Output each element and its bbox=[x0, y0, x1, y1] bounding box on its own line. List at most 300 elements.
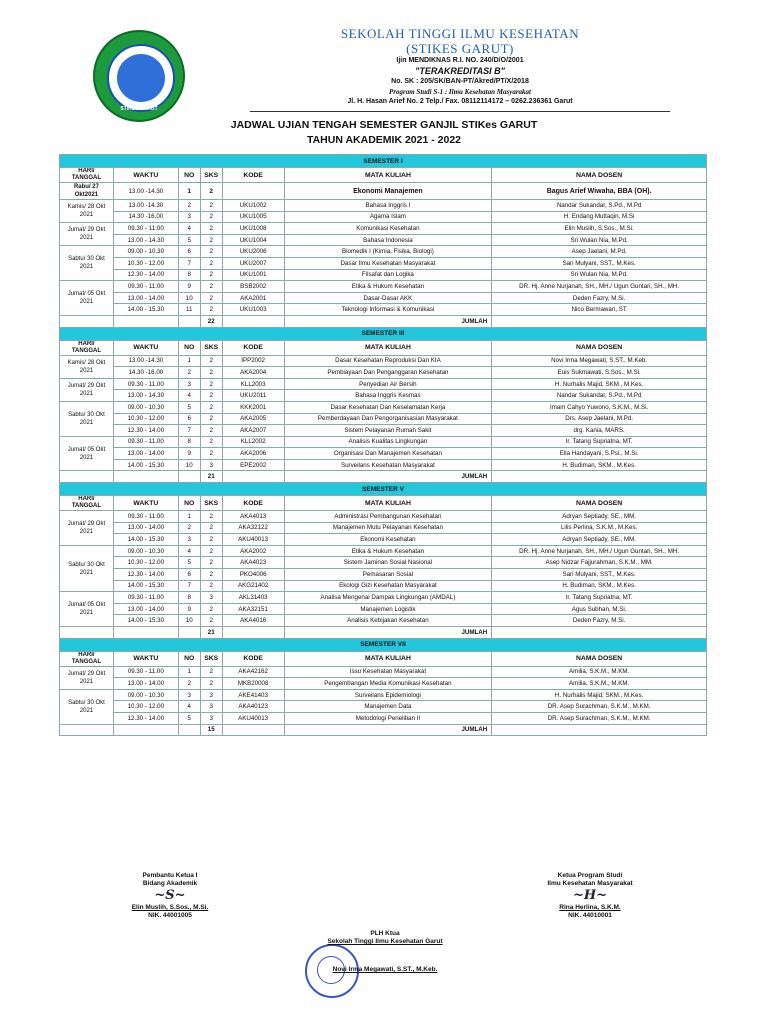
total-blank bbox=[60, 627, 114, 639]
total-sks: 15 bbox=[200, 724, 222, 736]
total-row bbox=[60, 471, 707, 483]
column-header: NO bbox=[178, 651, 200, 666]
course-cell: Sistem Pelayanan Rumah Sakit bbox=[284, 425, 492, 437]
total-sks: 21 bbox=[200, 627, 222, 639]
total-blank bbox=[222, 315, 284, 327]
column-header: HARI/ TANGGAL bbox=[60, 651, 114, 666]
no-cell: 1 bbox=[178, 183, 200, 200]
sks-cell: 3 bbox=[200, 701, 222, 713]
total-blank bbox=[113, 471, 178, 483]
no-cell: 3 bbox=[178, 689, 200, 701]
sks-cell: 2 bbox=[200, 304, 222, 316]
code-cell: EPE2002 bbox=[222, 459, 284, 471]
course-cell: Ekologi Gizi Kesehatan Masyarakat bbox=[284, 580, 492, 592]
no-cell: 10 bbox=[178, 292, 200, 304]
course-cell: Metodologi Penelitian II bbox=[284, 712, 492, 724]
code-cell: KKK2001 bbox=[222, 401, 284, 413]
day-cell: Jumat/ 29 Okt 2021 bbox=[60, 223, 114, 246]
day-cell: Jumat/ 05 Okt 2021 bbox=[60, 436, 114, 471]
course-cell: Biomedik I (Kimia, Fisika, Biologi) bbox=[284, 246, 492, 258]
day-cell: Jumat/ 05 Okt 2021 bbox=[60, 281, 114, 316]
course-cell: Analisa Mengenai Dampak Lingkungan (AMDAL) bbox=[284, 592, 492, 604]
sks-cell: 3 bbox=[200, 689, 222, 701]
table-row bbox=[60, 689, 707, 701]
lecturer-cell: H. Nurhalis Majid, SKM., M.Kes. bbox=[492, 378, 707, 390]
semester-title: SEMESTER III bbox=[60, 327, 707, 340]
table-row bbox=[60, 545, 707, 557]
column-header: WAKTU bbox=[113, 340, 178, 355]
semester-title: SEMESTER VII bbox=[60, 638, 707, 651]
logo-ring bbox=[107, 44, 175, 112]
sks-cell: 2 bbox=[200, 603, 222, 615]
course-cell: Ekonomi Kesehatan bbox=[284, 534, 492, 546]
school-logo bbox=[93, 30, 185, 122]
time-cell: 14.00 - 15.30 bbox=[113, 615, 178, 627]
table-row bbox=[60, 223, 707, 235]
course-cell: Issu Kesehatan Masyarakat bbox=[284, 666, 492, 678]
semester-header bbox=[60, 155, 707, 168]
total-blank bbox=[492, 627, 707, 639]
total-blank bbox=[222, 471, 284, 483]
no-cell: 2 bbox=[178, 200, 200, 212]
code-cell: AKA2004 bbox=[222, 367, 284, 379]
lecturer-cell: H. Budiman, SKM., M.Kes. bbox=[492, 580, 707, 592]
code-cell: UKU1008 bbox=[222, 223, 284, 235]
no-cell: 10 bbox=[178, 615, 200, 627]
no-cell: 1 bbox=[178, 355, 200, 367]
total-blank bbox=[178, 315, 200, 327]
course-cell: Sistem Jaminan Sosial Nasional bbox=[284, 557, 492, 569]
table-row bbox=[60, 678, 707, 690]
time-cell: 09.30 - 11.00 bbox=[113, 511, 178, 523]
left-signature-mark: ~S~ bbox=[154, 888, 186, 903]
sks-cell: 2 bbox=[200, 281, 222, 293]
code-cell: UKU2011 bbox=[222, 390, 284, 402]
sks-cell: 3 bbox=[200, 712, 222, 724]
sks-cell: 2 bbox=[200, 413, 222, 425]
column-header: MATA KULIAH bbox=[284, 340, 492, 355]
no-cell: 7 bbox=[178, 425, 200, 437]
signature-left bbox=[110, 872, 230, 920]
time-cell: 09.30 - 11.00 bbox=[113, 378, 178, 390]
course-cell: Analisis Kebijakan Kesehatan bbox=[284, 615, 492, 627]
code-cell: UKU1002 bbox=[222, 200, 284, 212]
sks-cell: 3 bbox=[200, 592, 222, 604]
code-cell: AKL31403 bbox=[222, 592, 284, 604]
lecturer-cell: H. Budiman, SKM., M.Kes. bbox=[492, 459, 707, 471]
total-row bbox=[60, 627, 707, 639]
lecturer-cell: H. Nurhalis Majid, SKM., M.Kes. bbox=[492, 689, 707, 701]
lecturer-cell: Ir. Tatang Supriatna, MT. bbox=[492, 436, 707, 448]
code-cell: IPP2002 bbox=[222, 355, 284, 367]
course-cell: Organisasi Dan Manajemen Kesehatan bbox=[284, 448, 492, 460]
time-cell: 13.00 -14.30 bbox=[113, 183, 178, 200]
center-signature-mark bbox=[290, 946, 480, 966]
column-header: NAMA DOSEN bbox=[492, 340, 707, 355]
no-cell: 2 bbox=[178, 367, 200, 379]
lecturer-cell: Sari Mulyani, SST., M.Kes. bbox=[492, 569, 707, 581]
code-cell bbox=[222, 183, 284, 200]
table-row bbox=[60, 569, 707, 581]
lecturer-cell: Imam Cahyo Yuwono, S.K.M., M.Si. bbox=[492, 401, 707, 413]
semester-header bbox=[60, 483, 707, 496]
table-row bbox=[60, 522, 707, 534]
total-blank bbox=[113, 724, 178, 736]
table-row bbox=[60, 603, 707, 615]
time-cell: 13.00 - 14.00 bbox=[113, 678, 178, 690]
table-row bbox=[60, 246, 707, 258]
table-row bbox=[60, 401, 707, 413]
no-cell: 8 bbox=[178, 592, 200, 604]
total-blank bbox=[113, 627, 178, 639]
code-cell: AKE41403 bbox=[222, 689, 284, 701]
time-cell: 09.30 - 11.00 bbox=[113, 592, 178, 604]
no-cell: 7 bbox=[178, 580, 200, 592]
code-cell: AKA42162 bbox=[222, 666, 284, 678]
lecturer-cell: Asep Jaelani, M.Pd. bbox=[492, 246, 707, 258]
sks-cell: 2 bbox=[200, 678, 222, 690]
no-cell: 3 bbox=[178, 378, 200, 390]
table-row bbox=[60, 292, 707, 304]
sks-cell: 2 bbox=[200, 425, 222, 437]
sks-cell: 2 bbox=[200, 448, 222, 460]
center-role2: Sekolah Tinggi Ilmu Kesehatan Garut bbox=[327, 938, 443, 945]
time-cell: 14.00 - 15.30 bbox=[113, 534, 178, 546]
time-cell: 09.30 - 11.00 bbox=[113, 666, 178, 678]
column-header: KODE bbox=[222, 340, 284, 355]
column-header: HARI/ TANGGAL bbox=[60, 168, 114, 183]
column-header: WAKTU bbox=[113, 168, 178, 183]
total-blank bbox=[492, 315, 707, 327]
table-row bbox=[60, 355, 707, 367]
lecturer-cell: DR. Asep Surachman, S.K.M., M.KM. bbox=[492, 712, 707, 724]
table-row bbox=[60, 183, 707, 200]
code-cell: AKA32122 bbox=[222, 522, 284, 534]
time-cell: 13.00 - 14.00 bbox=[113, 522, 178, 534]
time-cell: 13.00 -14.30 bbox=[113, 200, 178, 212]
column-header: SKS bbox=[200, 340, 222, 355]
right-name: Rina Herlina, S.K.M. bbox=[559, 904, 621, 911]
lecturer-cell: Asep Nidzar Fajjurahman, S.K.M., MM. bbox=[492, 557, 707, 569]
code-cell: AKA32151 bbox=[222, 603, 284, 615]
center-name: Novi Irma Megawati, S.ST., M.Keb. bbox=[332, 966, 438, 973]
course-cell: Filsafat dan Logika bbox=[284, 269, 492, 281]
day-cell: Jumat/ 29 Okt 2021 bbox=[60, 666, 114, 689]
lecturer-cell: Nico Bermawan, ST bbox=[492, 304, 707, 316]
course-cell: Dasar Kesehatan Dan Keselamatan Kerja bbox=[284, 401, 492, 413]
sks-cell: 2 bbox=[200, 534, 222, 546]
lecturer-cell: Sri Wulan Nia, M.Pd. bbox=[492, 234, 707, 246]
semester-header bbox=[60, 638, 707, 651]
course-cell: Penyedian Air Bersih bbox=[284, 378, 492, 390]
semester-header bbox=[60, 327, 707, 340]
course-cell: Bahasa Inggris I bbox=[284, 200, 492, 212]
no-cell: 3 bbox=[178, 534, 200, 546]
time-cell: 09.00 - 10.30 bbox=[113, 401, 178, 413]
code-cell: KLL2003 bbox=[222, 378, 284, 390]
lecturer-cell: Bagus Arief Wiwaha, BBA (OH). bbox=[492, 183, 707, 200]
day-cell: Kamis/ 28 Okt 2021 bbox=[60, 200, 114, 223]
table-row bbox=[60, 459, 707, 471]
sks-cell: 2 bbox=[200, 401, 222, 413]
table-row bbox=[60, 269, 707, 281]
table-row bbox=[60, 436, 707, 448]
table-row bbox=[60, 281, 707, 293]
course-cell: Administrasi Pembangunan Kesehatan bbox=[284, 511, 492, 523]
no-cell: 4 bbox=[178, 701, 200, 713]
no-cell: 1 bbox=[178, 666, 200, 678]
column-header: WAKTU bbox=[113, 651, 178, 666]
no-cell: 6 bbox=[178, 246, 200, 258]
column-header: MATA KULIAH bbox=[284, 496, 492, 511]
table-row bbox=[60, 712, 707, 724]
lecturer-cell: DR. Hj. Anne Nurjanah, SH., MH./ Ugun Guntari, SH., MH. bbox=[492, 545, 707, 557]
sks-cell: 2 bbox=[200, 390, 222, 402]
total-blank bbox=[60, 315, 114, 327]
no-cell: 6 bbox=[178, 569, 200, 581]
no-cell: 8 bbox=[178, 436, 200, 448]
no-cell: 4 bbox=[178, 390, 200, 402]
day-cell: Sabtu/ 30 Okt 2021 bbox=[60, 545, 114, 591]
total-label: JUMLAH bbox=[284, 315, 492, 327]
sks-cell: 2 bbox=[200, 511, 222, 523]
column-header: HARI/ TANGGAL bbox=[60, 496, 114, 511]
lecturer-cell: Lilis Perlina, S.K.M., M.Kes. bbox=[492, 522, 707, 534]
code-cell: UKU1004 bbox=[222, 234, 284, 246]
sks-cell: 2 bbox=[200, 234, 222, 246]
table-row bbox=[60, 304, 707, 316]
time-cell: 13.00 - 14.00 bbox=[113, 292, 178, 304]
sks-cell: 2 bbox=[200, 666, 222, 678]
table-row bbox=[60, 557, 707, 569]
no-cell: 5 bbox=[178, 401, 200, 413]
course-cell: Pemberdayaan Dan Pengorganisasian Masyarakat bbox=[284, 413, 492, 425]
time-cell: 13.00 - 14.00 bbox=[113, 448, 178, 460]
time-cell: 09.30 - 11.00 bbox=[113, 223, 178, 235]
course-cell: Manajemen Mutu Pelayanan Kesehatan bbox=[284, 522, 492, 534]
table-row bbox=[60, 666, 707, 678]
table-row bbox=[60, 413, 707, 425]
code-cell: AKA40123 bbox=[222, 701, 284, 713]
lecturer-cell: Adryan Septiady, SE., MM. bbox=[492, 534, 707, 546]
doc-title-1: JADWAL UJIAN TENGAH SEMESTER GANJIL STIKes GARUT bbox=[230, 119, 538, 131]
table-row bbox=[60, 425, 707, 437]
course-cell: Etika & Hukum Kesehatan bbox=[284, 545, 492, 557]
sks-cell: 2 bbox=[200, 522, 222, 534]
no-cell: 7 bbox=[178, 257, 200, 269]
code-cell: AKG21402 bbox=[222, 580, 284, 592]
sks-cell: 2 bbox=[200, 183, 222, 200]
lecturer-cell: drg. Kania, MARS. bbox=[492, 425, 707, 437]
exam-schedule-table bbox=[59, 154, 707, 736]
table-row bbox=[60, 390, 707, 402]
sks-cell: 2 bbox=[200, 269, 222, 281]
total-sks: 21 bbox=[200, 471, 222, 483]
address-line: Jl. H. Hasan Arief No. 2 Telp./ Fax. 08112114172 – 0262.236361 Garut bbox=[250, 97, 670, 112]
column-header: SKS bbox=[200, 651, 222, 666]
time-cell: 14.00 - 15.30 bbox=[113, 459, 178, 471]
no-cell: 10 bbox=[178, 459, 200, 471]
table-row bbox=[60, 701, 707, 713]
total-blank bbox=[178, 724, 200, 736]
time-cell: 12.30 - 14.00 bbox=[113, 425, 178, 437]
code-cell: UKU1001 bbox=[222, 269, 284, 281]
code-cell: AKA4016 bbox=[222, 615, 284, 627]
lecturer-cell: Sri Wulan Nia, M.Pd. bbox=[492, 269, 707, 281]
time-cell: 14.30 -16.00 bbox=[113, 367, 178, 379]
time-cell: 13.00 - 14.30 bbox=[113, 234, 178, 246]
school-abbr: (STIKES GARUT) bbox=[406, 41, 514, 56]
no-cell: 4 bbox=[178, 223, 200, 235]
lecturer-cell: Nandar Sukandar, S.Pd., M.Pd bbox=[492, 200, 707, 212]
total-row bbox=[60, 724, 707, 736]
time-cell: 14.00 - 15.30 bbox=[113, 304, 178, 316]
code-cell: UKU2006 bbox=[222, 246, 284, 258]
time-cell: 09.00 - 10.30 bbox=[113, 689, 178, 701]
column-header: KODE bbox=[222, 168, 284, 183]
total-blank bbox=[178, 627, 200, 639]
lecturer-cell: Deden Fazry, M.Si. bbox=[492, 292, 707, 304]
column-header: WAKTU bbox=[113, 496, 178, 511]
code-cell: MKB20008 bbox=[222, 678, 284, 690]
table-row bbox=[60, 200, 707, 212]
total-label: JUMLAH bbox=[284, 627, 492, 639]
time-cell: 12.30 - 14.00 bbox=[113, 712, 178, 724]
total-row bbox=[60, 315, 707, 327]
sks-cell: 2 bbox=[200, 378, 222, 390]
course-cell: Bahasa Indonesia bbox=[284, 234, 492, 246]
column-header: NO bbox=[178, 168, 200, 183]
time-cell: 10.30 - 12.00 bbox=[113, 557, 178, 569]
column-header-row bbox=[60, 496, 707, 511]
time-cell: 10.30 - 12.00 bbox=[113, 257, 178, 269]
semester-title: SEMESTER I bbox=[60, 155, 707, 168]
time-cell: 12.30 - 14.00 bbox=[113, 269, 178, 281]
table-row bbox=[60, 511, 707, 523]
code-cell: AKA2002 bbox=[222, 545, 284, 557]
table-row bbox=[60, 367, 707, 379]
time-cell: 09.30 - 11.00 bbox=[113, 436, 178, 448]
lecturer-cell: Sari Mulyani, SST., M.Kes. bbox=[492, 257, 707, 269]
time-cell: 09.00 - 10.30 bbox=[113, 246, 178, 258]
lecturer-cell: Amilia, S.K.M., M.KM. bbox=[492, 678, 707, 690]
no-cell: 2 bbox=[178, 522, 200, 534]
table-row bbox=[60, 448, 707, 460]
no-cell: 6 bbox=[178, 413, 200, 425]
lecturer-cell: DR. Hj. Anne Nurjanah, SH., MH./ Ugun Guntari, SH., MH. bbox=[492, 281, 707, 293]
column-header-row bbox=[60, 340, 707, 355]
left-role2: Bidang Akademik bbox=[142, 880, 198, 887]
lecturer-cell: DR. Asep Surachman, S.K.M., M.KM. bbox=[492, 701, 707, 713]
total-blank bbox=[492, 724, 707, 736]
time-cell: 13.00 -14.30 bbox=[113, 355, 178, 367]
license-line: Ijin MENDIKNAS R.I. NO. 240/D/O/2001 bbox=[396, 57, 524, 64]
table-row bbox=[60, 378, 707, 390]
column-header: NO bbox=[178, 340, 200, 355]
sks-cell: 2 bbox=[200, 200, 222, 212]
course-cell: Dasar Kesehatan Reproduksi Dan KIA bbox=[284, 355, 492, 367]
code-cell: UKU1003 bbox=[222, 304, 284, 316]
column-header: MATA KULIAH bbox=[284, 651, 492, 666]
course-cell: Pembiayaan Dan Penganggaran Kesehatan bbox=[284, 367, 492, 379]
sks-cell: 2 bbox=[200, 246, 222, 258]
time-cell: 14.00 - 15.30 bbox=[113, 580, 178, 592]
no-cell: 8 bbox=[178, 269, 200, 281]
sks-cell: 2 bbox=[200, 615, 222, 627]
time-cell: 10.30 - 12.00 bbox=[113, 413, 178, 425]
column-header: KODE bbox=[222, 496, 284, 511]
table-row bbox=[60, 211, 707, 223]
time-cell: 13.00 - 14.00 bbox=[113, 603, 178, 615]
column-header: MATA KULIAH bbox=[284, 168, 492, 183]
code-cell: AKU40013 bbox=[222, 712, 284, 724]
right-signature-mark: ~H~ bbox=[572, 888, 608, 903]
no-cell: 5 bbox=[178, 712, 200, 724]
course-cell: Bahasa Inggris Kesmas bbox=[284, 390, 492, 402]
school-name: SEKOLAH TINGGI ILMU KESEHATAN bbox=[340, 26, 580, 41]
lecturer-cell: Euis Sukmawati, S.Sos., M.Si. bbox=[492, 367, 707, 379]
table-row bbox=[60, 534, 707, 546]
signature-right bbox=[520, 872, 660, 920]
course-cell: Dasar-Dasar AKK bbox=[284, 292, 492, 304]
right-role1: Ketua Program Studi bbox=[557, 872, 623, 879]
day-cell: Sabtu/ 30 Okt 2021 bbox=[60, 401, 114, 436]
time-cell: 14.30 -16.00 bbox=[113, 211, 178, 223]
column-header: NAMA DOSEN bbox=[492, 168, 707, 183]
total-blank bbox=[492, 471, 707, 483]
course-cell: Teknologi Informasi & Komunikasi bbox=[284, 304, 492, 316]
sk-line: No. SK : 205/SK/BAN-PT/Akred/PT/X/2018 bbox=[391, 78, 529, 85]
lecturer-cell: Drs. Asep Jaelani, M.Pd. bbox=[492, 413, 707, 425]
course-cell: Agama Islam bbox=[284, 211, 492, 223]
code-cell: AKA2006 bbox=[222, 448, 284, 460]
course-cell: Dasar Ilmu Kesehatan Masyarakat bbox=[284, 257, 492, 269]
sks-cell: 2 bbox=[200, 223, 222, 235]
table-row bbox=[60, 580, 707, 592]
lecturer-cell: Deden Fazry, M.Si. bbox=[492, 615, 707, 627]
right-nik: NIK. 44010001 bbox=[568, 912, 612, 919]
lecturer-cell: Adryan Septiady, SE., MM. bbox=[492, 511, 707, 523]
letterhead bbox=[250, 26, 670, 112]
column-header: NAMA DOSEN bbox=[492, 651, 707, 666]
table-row bbox=[60, 592, 707, 604]
total-label: JUMLAH bbox=[284, 724, 492, 736]
code-cell: AKA2005 bbox=[222, 413, 284, 425]
table-row bbox=[60, 615, 707, 627]
total-sks: 22 bbox=[200, 315, 222, 327]
code-cell: UKU2007 bbox=[222, 257, 284, 269]
sks-cell: 2 bbox=[200, 569, 222, 581]
no-cell: 11 bbox=[178, 304, 200, 316]
total-blank bbox=[113, 315, 178, 327]
code-cell: UKU1005 bbox=[222, 211, 284, 223]
column-header: HARI/ TANGGAL bbox=[60, 340, 114, 355]
code-cell: AKA2007 bbox=[222, 425, 284, 437]
lecturer-cell: Ella Handayani, S.Psi., M.Si. bbox=[492, 448, 707, 460]
code-cell: KLL2002 bbox=[222, 436, 284, 448]
left-name: Elin Muslih, S.Sos., M.Si. bbox=[131, 904, 209, 911]
no-cell: 2 bbox=[178, 678, 200, 690]
course-cell: Manajemen Data bbox=[284, 701, 492, 713]
no-cell: 3 bbox=[178, 211, 200, 223]
no-cell: 4 bbox=[178, 545, 200, 557]
time-cell: 09.00 - 10.30 bbox=[113, 545, 178, 557]
lecturer-cell: H. Endang Muttaqin, M.Si bbox=[492, 211, 707, 223]
course-cell: Manajemen Logistik bbox=[284, 603, 492, 615]
left-nik: NIK. 44001005 bbox=[148, 912, 192, 919]
no-cell: 9 bbox=[178, 603, 200, 615]
day-cell: Jumat/ 29 Okt 2021 bbox=[60, 378, 114, 401]
